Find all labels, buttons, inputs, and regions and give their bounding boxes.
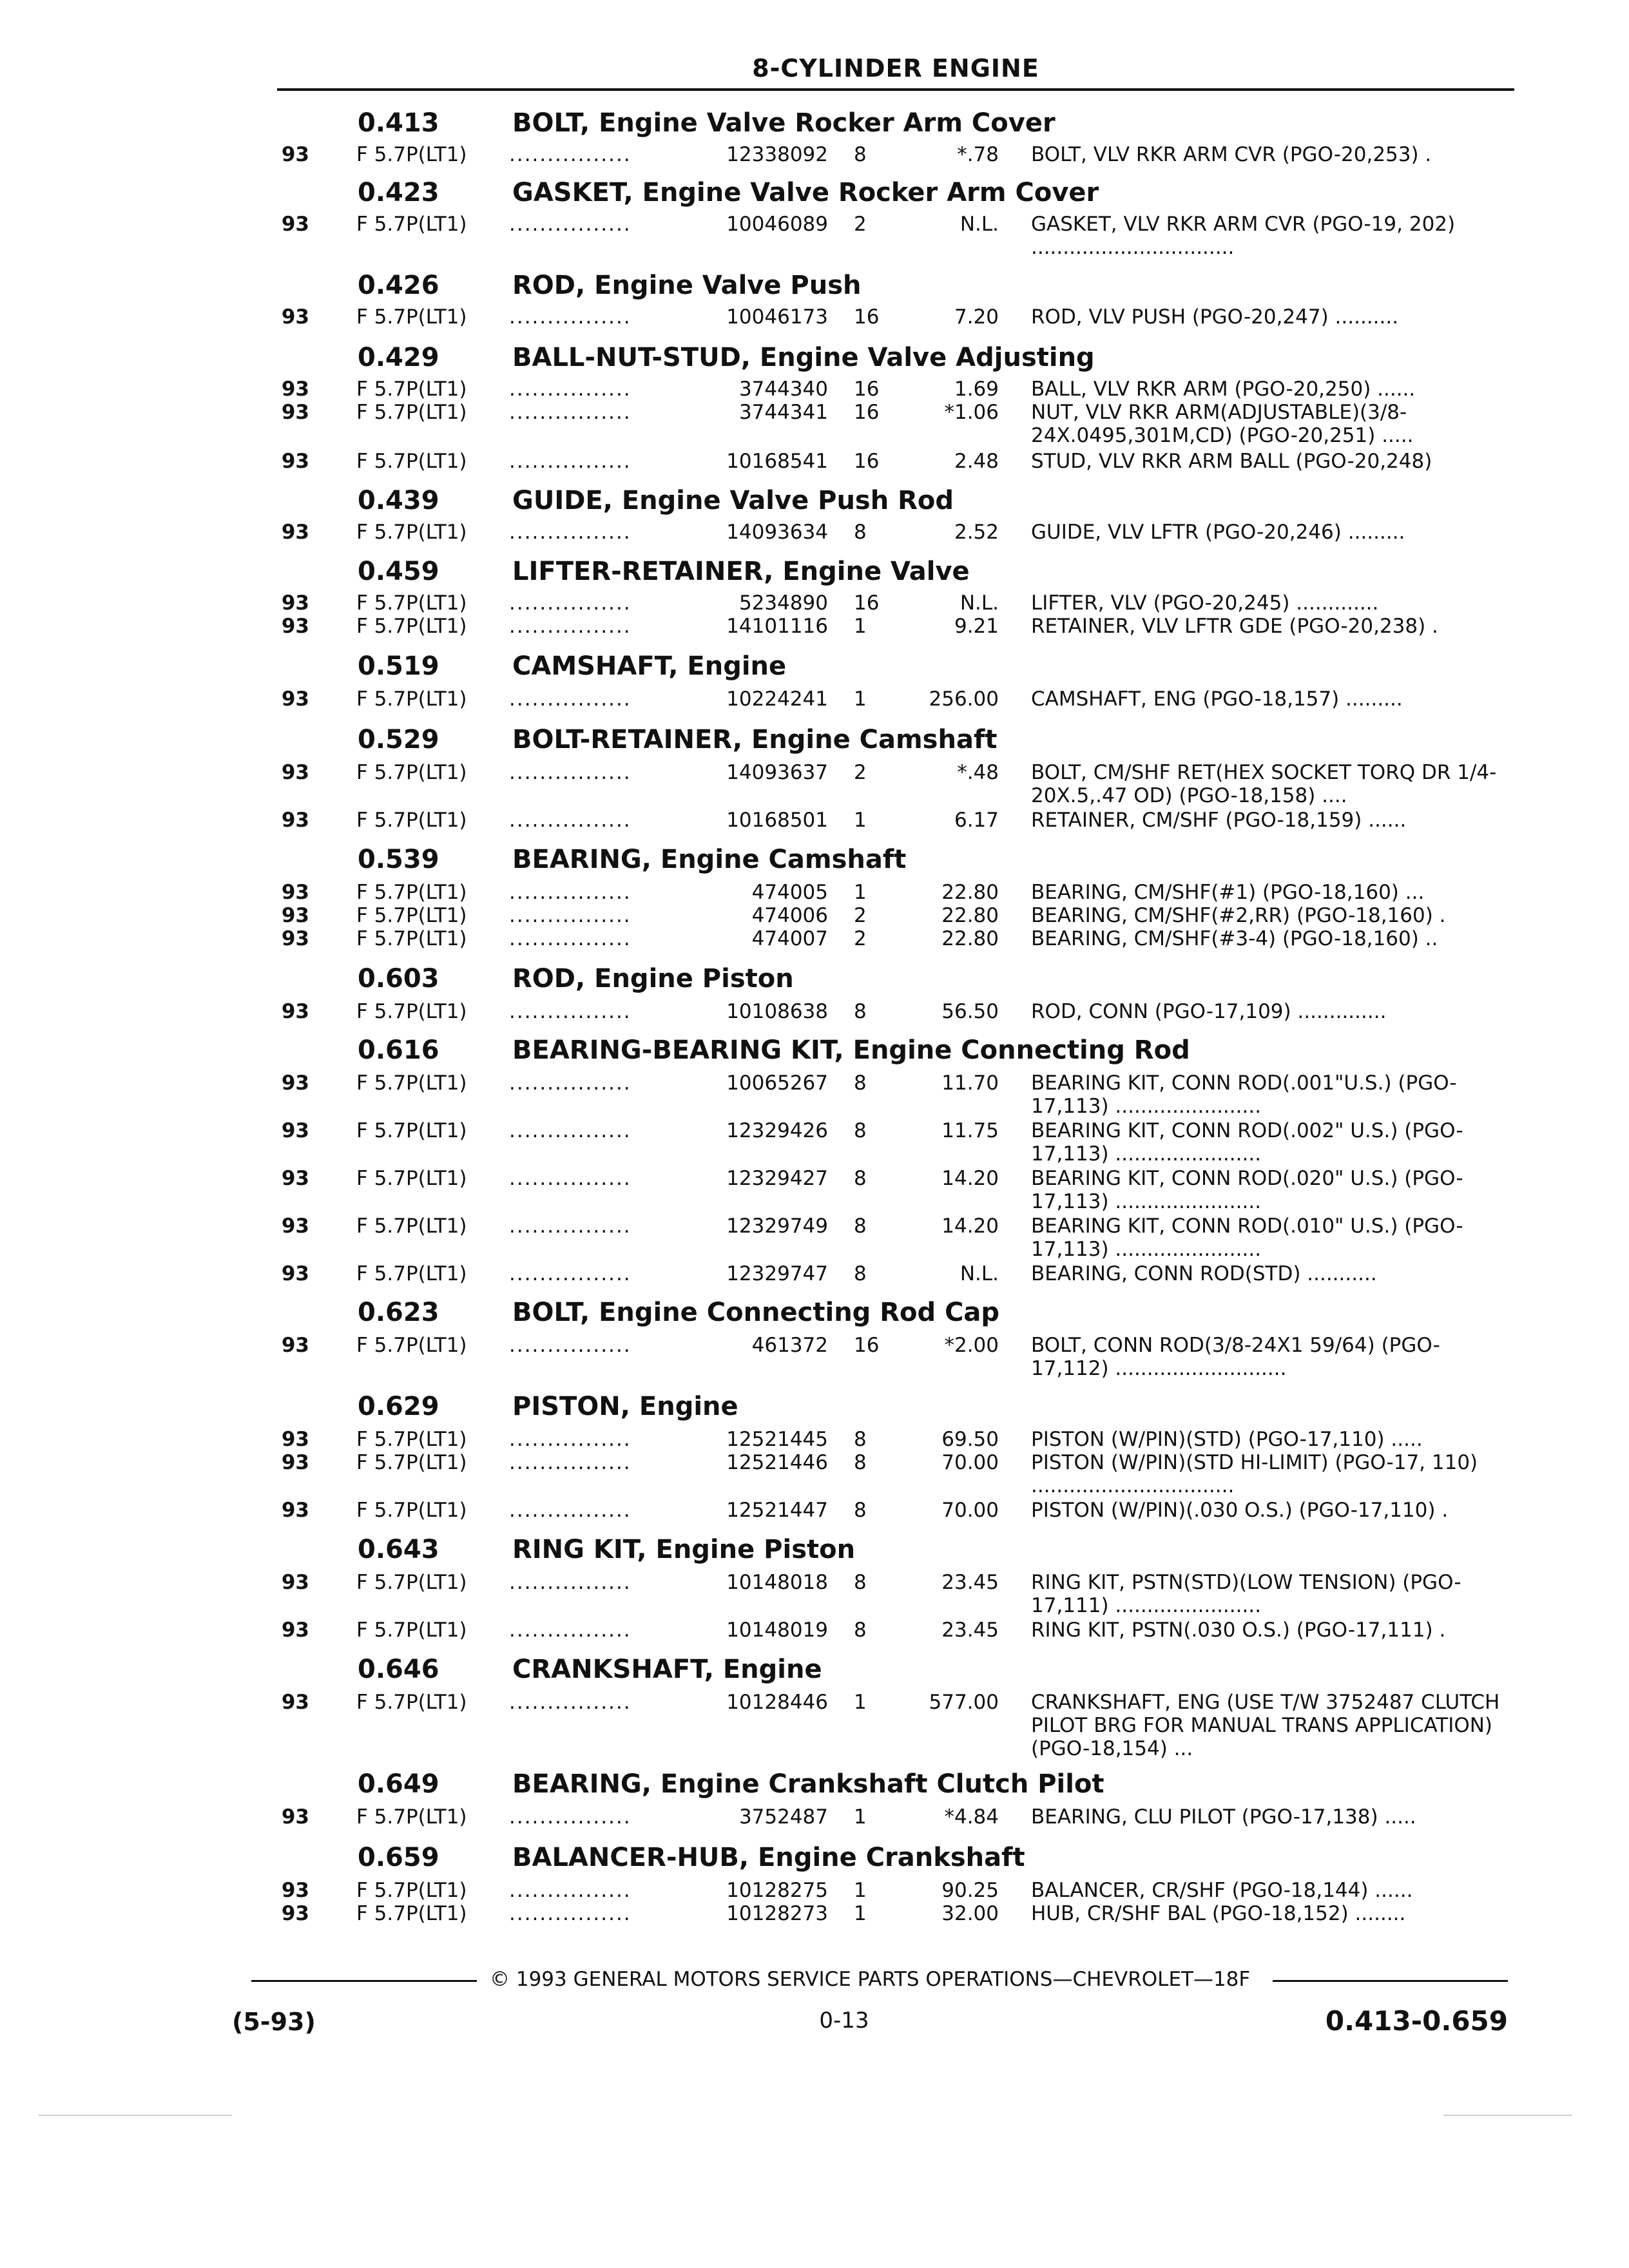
model-code: F 5.7P(LT1): [356, 1805, 467, 1829]
model-code: F 5.7P(LT1): [356, 761, 467, 784]
part-number: 10148018: [726, 1571, 828, 1594]
quantity: 8: [854, 1119, 867, 1142]
footer-page-number: 0-13: [819, 2008, 869, 2033]
dot-leader: ................: [509, 401, 631, 424]
price: *4.84: [944, 1805, 999, 1829]
dot-leader: ................: [509, 1000, 631, 1023]
dot-leader: ................: [509, 1334, 631, 1357]
quantity: 8: [854, 1619, 867, 1642]
dot-leader: ................: [509, 1451, 631, 1474]
section-title: PISTON, Engine: [512, 1392, 738, 1421]
section-code: 0.623: [358, 1298, 439, 1327]
part-description: PISTON (W/PIN)(STD) (PGO-17,110) .....: [1031, 1428, 1423, 1451]
model-code: F 5.7P(LT1): [356, 1428, 467, 1451]
section-title: BEARING, Engine Camshaft: [512, 845, 907, 874]
price: 14.20: [941, 1215, 999, 1238]
model-code: F 5.7P(LT1): [356, 1902, 467, 1925]
model-code: F 5.7P(LT1): [356, 927, 467, 950]
dot-leader: ................: [509, 687, 631, 711]
price: 56.50: [941, 1000, 999, 1023]
price: *.48: [957, 761, 999, 784]
model-code: F 5.7P(LT1): [356, 591, 467, 615]
dot-leader: ................: [509, 809, 631, 832]
part-number: 14101116: [726, 615, 828, 638]
price: 256.00: [929, 687, 999, 711]
quantity: 2: [854, 761, 867, 784]
part-description: ROD, VLV PUSH (PGO-20,247) ..........: [1031, 305, 1399, 329]
model-code: F 5.7P(LT1): [356, 521, 467, 544]
part-number: 10168501: [726, 809, 828, 832]
part-description: BEARING, CLU PILOT (PGO-17,138) .....: [1031, 1805, 1416, 1829]
section-title: BEARING-BEARING KIT, Engine Connecting Rod: [512, 1035, 1190, 1065]
price: 23.45: [941, 1619, 999, 1642]
quantity: 8: [854, 1215, 867, 1238]
part-description: BEARING, CM/SHF(#1) (PGO-18,160) ...: [1031, 881, 1425, 904]
part-number: 12329427: [726, 1167, 828, 1190]
quantity: 1: [854, 881, 867, 904]
part-number: 12521447: [726, 1499, 828, 1522]
footer-range: 0.413-0.659: [1325, 2005, 1508, 2037]
dot-leader: ................: [509, 1262, 631, 1285]
quantity: 16: [854, 305, 880, 329]
section-title: ROD, Engine Piston: [512, 964, 794, 994]
section-title: ROD, Engine Valve Push: [512, 271, 862, 300]
price: N.L.: [959, 1262, 999, 1285]
section-title: CRANKSHAFT, Engine: [512, 1655, 822, 1684]
section-title: BOLT, Engine Valve Rocker Arm Cover: [512, 108, 1055, 138]
section-code: 0.423: [358, 178, 439, 207]
dot-leader: ................: [509, 927, 631, 950]
section-code: 0.429: [358, 343, 439, 372]
scan-smudge: [1443, 2115, 1572, 2116]
section-title: CAMSHAFT, Engine: [512, 651, 787, 681]
section-code: 0.539: [358, 845, 439, 874]
model-year: 93: [281, 1902, 309, 1925]
part-description: RING KIT, PSTN(.030 O.S.) (PGO-17,111) .: [1031, 1619, 1446, 1642]
model-year: 93: [281, 143, 309, 166]
part-description: PISTON (W/PIN)(.030 O.S.) (PGO-17,110) .: [1031, 1499, 1449, 1522]
part-number: 474005: [751, 881, 828, 904]
model-code: F 5.7P(LT1): [356, 1000, 467, 1023]
part-description: LIFTER, VLV (PGO-20,245) .............: [1031, 591, 1379, 615]
dot-leader: ................: [509, 1499, 631, 1522]
quantity: 1: [854, 1805, 867, 1829]
section-title: BALANCER-HUB, Engine Crankshaft: [512, 1843, 1025, 1872]
model-code: F 5.7P(LT1): [356, 1619, 467, 1642]
model-year: 93: [281, 521, 309, 544]
quantity: 16: [854, 591, 880, 615]
part-description: BALANCER, CR/SHF (PGO-18,144) ......: [1031, 1879, 1413, 1902]
quantity: 8: [854, 1000, 867, 1023]
dot-leader: ................: [509, 305, 631, 329]
model-year: 93: [281, 1428, 309, 1451]
price: 9.21: [954, 615, 999, 638]
model-year: 93: [281, 927, 309, 950]
model-year: 93: [281, 1215, 309, 1238]
dot-leader: ................: [509, 1119, 631, 1142]
quantity: 16: [854, 1334, 880, 1357]
dot-leader: ................: [509, 1571, 631, 1594]
model-code: F 5.7P(LT1): [356, 143, 467, 166]
part-description: RETAINER, CM/SHF (PGO-18,159) ......: [1031, 809, 1407, 832]
dot-leader: ................: [509, 1805, 631, 1829]
model-code: F 5.7P(LT1): [356, 378, 467, 401]
quantity: 8: [854, 521, 867, 544]
part-description: BOLT, VLV RKR ARM CVR (PGO-20,253) .: [1031, 143, 1432, 166]
part-number: 10046089: [726, 213, 828, 236]
section-title: RING KIT, Engine Piston: [512, 1535, 856, 1564]
part-description: GUIDE, VLV LFTR (PGO-20,246) .........: [1031, 521, 1405, 544]
price: 32.00: [941, 1902, 999, 1925]
dot-leader: ................: [509, 904, 631, 927]
price: 6.17: [954, 809, 999, 832]
model-year: 93: [281, 401, 309, 424]
model-year: 93: [281, 1691, 309, 1714]
part-description: CRANKSHAFT, ENG (USE T/W 3752487 CLUTCH PILOT BRG FOR MANUAL TRANS APPLICATION) (PGO-18,154) ...: [1031, 1691, 1500, 1760]
quantity: 16: [854, 450, 880, 473]
section-code: 0.616: [358, 1035, 439, 1065]
price: *2.00: [944, 1334, 999, 1357]
model-year: 93: [281, 1499, 309, 1522]
quantity: 1: [854, 1691, 867, 1714]
quantity: 8: [854, 1167, 867, 1190]
model-year: 93: [281, 1119, 309, 1142]
dot-leader: ................: [509, 615, 631, 638]
model-code: F 5.7P(LT1): [356, 904, 467, 927]
part-description: BEARING KIT, CONN ROD(.001"U.S.) (PGO-17,113) .......................: [1031, 1072, 1457, 1118]
dot-leader: ................: [509, 1691, 631, 1714]
price: 11.75: [941, 1119, 999, 1142]
dot-leader: ................: [509, 450, 631, 473]
section-title: GUIDE, Engine Valve Push Rod: [512, 486, 954, 515]
footer-rule-left: [251, 1980, 477, 1982]
part-number: 3744340: [738, 378, 828, 401]
model-year: 93: [281, 1805, 309, 1829]
part-description: HUB, CR/SHF BAL (PGO-18,152) ........: [1031, 1902, 1406, 1925]
dot-leader: ................: [509, 591, 631, 615]
model-year: 93: [281, 615, 309, 638]
part-number: 474007: [751, 927, 828, 950]
part-number: 3744341: [738, 401, 828, 424]
model-code: F 5.7P(LT1): [356, 1499, 467, 1522]
model-year: 93: [281, 305, 309, 329]
price: 1.69: [954, 378, 999, 401]
part-description: BEARING, CM/SHF(#3-4) (PGO-18,160) ..: [1031, 927, 1438, 950]
part-number: 12521445: [726, 1428, 828, 1451]
quantity: 2: [854, 927, 867, 950]
part-number: 12329426: [726, 1119, 828, 1142]
model-year: 93: [281, 904, 309, 927]
model-code: F 5.7P(LT1): [356, 1334, 467, 1357]
part-number: 10108638: [726, 1000, 828, 1023]
model-code: F 5.7P(LT1): [356, 305, 467, 329]
model-year: 93: [281, 1000, 309, 1023]
part-number: 474006: [751, 904, 828, 927]
part-description: BOLT, CONN ROD(3/8-24X1 59/64) (PGO-17,112) ...........................: [1031, 1334, 1440, 1380]
model-year: 93: [281, 1167, 309, 1190]
price: N.L.: [959, 213, 999, 236]
model-code: F 5.7P(LT1): [356, 1215, 467, 1238]
price: 2.48: [954, 450, 999, 473]
quantity: 8: [854, 1262, 867, 1285]
model-year: 93: [281, 809, 309, 832]
section-code: 0.643: [358, 1535, 439, 1564]
part-description: ROD, CONN (PGO-17,109) ..............: [1031, 1000, 1387, 1023]
part-number: 12329747: [726, 1262, 828, 1285]
quantity: 1: [854, 687, 867, 711]
model-year: 93: [281, 1879, 309, 1902]
model-code: F 5.7P(LT1): [356, 615, 467, 638]
dot-leader: ................: [509, 378, 631, 401]
part-number: 10046173: [726, 305, 828, 329]
quantity: 2: [854, 904, 867, 927]
part-number: 14093637: [726, 761, 828, 784]
quantity: 8: [854, 1571, 867, 1594]
part-description: BEARING, CM/SHF(#2,RR) (PGO-18,160) .: [1031, 904, 1446, 927]
section-title: BEARING, Engine Crankshaft Clutch Pilot: [512, 1769, 1104, 1799]
quantity: 1: [854, 809, 867, 832]
section-code: 0.659: [358, 1843, 439, 1872]
part-description: NUT, VLV RKR ARM(ADJUSTABLE)(3/8-24X.0495,301M,CD) (PGO-20,251) .....: [1031, 401, 1414, 447]
part-description: BEARING KIT, CONN ROD(.010" U.S.) (PGO-17,113) .......................: [1031, 1215, 1463, 1261]
part-description: GASKET, VLV RKR ARM CVR (PGO-19, 202) ................................: [1031, 213, 1456, 259]
page-title: 8-CYLINDER ENGINE: [752, 54, 1039, 82]
section-code: 0.629: [358, 1392, 439, 1421]
quantity: 16: [854, 378, 880, 401]
part-description: BEARING KIT, CONN ROD(.020" U.S.) (PGO-17,113) .......................: [1031, 1167, 1463, 1213]
part-number: 10168541: [726, 450, 828, 473]
model-code: F 5.7P(LT1): [356, 450, 467, 473]
dot-leader: ................: [509, 1072, 631, 1095]
model-year: 93: [281, 378, 309, 401]
model-code: F 5.7P(LT1): [356, 1691, 467, 1714]
model-year: 93: [281, 1262, 309, 1285]
model-year: 93: [281, 881, 309, 904]
section-code: 0.529: [358, 725, 439, 754]
part-description: BALL, VLV RKR ARM (PGO-20,250) ......: [1031, 378, 1416, 401]
model-year: 93: [281, 1571, 309, 1594]
section-title: GASKET, Engine Valve Rocker Arm Cover: [512, 178, 1099, 207]
quantity: 1: [854, 1879, 867, 1902]
model-code: F 5.7P(LT1): [356, 401, 467, 424]
quantity: 8: [854, 1499, 867, 1522]
model-code: F 5.7P(LT1): [356, 1167, 467, 1190]
section-title: BOLT-RETAINER, Engine Camshaft: [512, 725, 998, 754]
price: 7.20: [954, 305, 999, 329]
part-description: RETAINER, VLV LFTR GDE (PGO-20,238) .: [1031, 615, 1438, 638]
section-title: LIFTER-RETAINER, Engine Valve: [512, 557, 970, 586]
part-description: STUD, VLV RKR ARM BALL (PGO-20,248): [1031, 450, 1432, 473]
part-description: BEARING KIT, CONN ROD(.002" U.S.) (PGO-17,113) .......................: [1031, 1119, 1463, 1166]
quantity: 8: [854, 1428, 867, 1451]
scan-smudge: [39, 2115, 232, 2116]
part-description: BOLT, CM/SHF RET(HEX SOCKET TORQ DR 1/4-20X.5,.47 OD) (PGO-18,158) ....: [1031, 761, 1497, 807]
model-code: F 5.7P(LT1): [356, 809, 467, 832]
model-code: F 5.7P(LT1): [356, 1119, 467, 1142]
model-code: F 5.7P(LT1): [356, 1879, 467, 1902]
section-code: 0.649: [358, 1769, 439, 1799]
model-code: F 5.7P(LT1): [356, 1571, 467, 1594]
price: 22.80: [941, 904, 999, 927]
price: 22.80: [941, 881, 999, 904]
price: *1.06: [944, 401, 999, 424]
model-year: 93: [281, 450, 309, 473]
dot-leader: ................: [509, 143, 631, 166]
dot-leader: ................: [509, 1428, 631, 1451]
part-number: 3752487: [738, 1805, 828, 1829]
price: 90.25: [941, 1879, 999, 1902]
part-description: BEARING, CONN ROD(STD) ...........: [1031, 1262, 1377, 1285]
part-number: 10224241: [726, 687, 828, 711]
model-code: F 5.7P(LT1): [356, 1072, 467, 1095]
model-code: F 5.7P(LT1): [356, 1262, 467, 1285]
model-year: 93: [281, 1619, 309, 1642]
part-description: CAMSHAFT, ENG (PGO-18,157) .........: [1031, 687, 1403, 711]
section-code: 0.603: [358, 964, 439, 994]
price: *.78: [957, 143, 999, 166]
section-code: 0.519: [358, 651, 439, 681]
section-title: BOLT, Engine Connecting Rod Cap: [512, 1298, 1000, 1327]
dot-leader: ................: [509, 1902, 631, 1925]
quantity: 16: [854, 401, 880, 424]
part-number: 10065267: [726, 1072, 828, 1095]
section-code: 0.439: [358, 486, 439, 515]
model-year: 93: [281, 1072, 309, 1095]
part-number: 10128273: [726, 1902, 828, 1925]
part-description: RING KIT, PSTN(STD)(LOW TENSION) (PGO-17,111) .......................: [1031, 1571, 1461, 1617]
dot-leader: ................: [509, 761, 631, 784]
model-code: F 5.7P(LT1): [356, 1451, 467, 1474]
model-code: F 5.7P(LT1): [356, 687, 467, 711]
price: 70.00: [941, 1451, 999, 1474]
footer-date-code: (5-93): [232, 2008, 316, 2036]
model-year: 93: [281, 213, 309, 236]
part-number: 12521446: [726, 1451, 828, 1474]
dot-leader: ................: [509, 1167, 631, 1190]
quantity: 8: [854, 1072, 867, 1095]
part-number: 12338092: [726, 143, 828, 166]
part-number: 10128275: [726, 1879, 828, 1902]
part-number: 10148019: [726, 1619, 828, 1642]
quantity: 8: [854, 1451, 867, 1474]
dot-leader: ................: [509, 1879, 631, 1902]
price: 22.80: [941, 927, 999, 950]
quantity: 1: [854, 1902, 867, 1925]
price: 70.00: [941, 1499, 999, 1522]
part-number: 5234890: [738, 591, 828, 615]
quantity: 2: [854, 213, 867, 236]
dot-leader: ................: [509, 1215, 631, 1238]
section-code: 0.459: [358, 557, 439, 586]
part-description: PISTON (W/PIN)(STD HI-LIMIT) (PGO-17, 110) ................................: [1031, 1451, 1478, 1497]
footer-rule-right: [1273, 1980, 1508, 1982]
price: 2.52: [954, 521, 999, 544]
dot-leader: ................: [509, 1619, 631, 1642]
price: 577.00: [929, 1691, 999, 1714]
price: 69.50: [941, 1428, 999, 1451]
model-year: 93: [281, 591, 309, 615]
model-year: 93: [281, 1334, 309, 1357]
model-code: F 5.7P(LT1): [356, 213, 467, 236]
price: N.L.: [959, 591, 999, 615]
model-year: 93: [281, 761, 309, 784]
dot-leader: ................: [509, 213, 631, 236]
price: 23.45: [941, 1571, 999, 1594]
model-code: F 5.7P(LT1): [356, 881, 467, 904]
price: 11.70: [941, 1072, 999, 1095]
part-number: 461372: [751, 1334, 828, 1357]
part-number: 14093634: [726, 521, 828, 544]
dot-leader: ................: [509, 881, 631, 904]
dot-leader: ................: [509, 521, 631, 544]
part-number: 10128446: [726, 1691, 828, 1714]
section-title: BALL-NUT-STUD, Engine Valve Adjusting: [512, 343, 1095, 372]
price: 14.20: [941, 1167, 999, 1190]
quantity: 1: [854, 615, 867, 638]
model-year: 93: [281, 687, 309, 711]
part-number: 12329749: [726, 1215, 828, 1238]
section-code: 0.413: [358, 108, 439, 138]
section-code: 0.426: [358, 271, 439, 300]
quantity: 8: [854, 143, 867, 166]
section-code: 0.646: [358, 1655, 439, 1684]
model-year: 93: [281, 1451, 309, 1474]
footer-copyright: © 1993 GENERAL MOTORS SERVICE PARTS OPERATIONS—CHEVROLET—18F: [490, 1968, 1251, 1991]
